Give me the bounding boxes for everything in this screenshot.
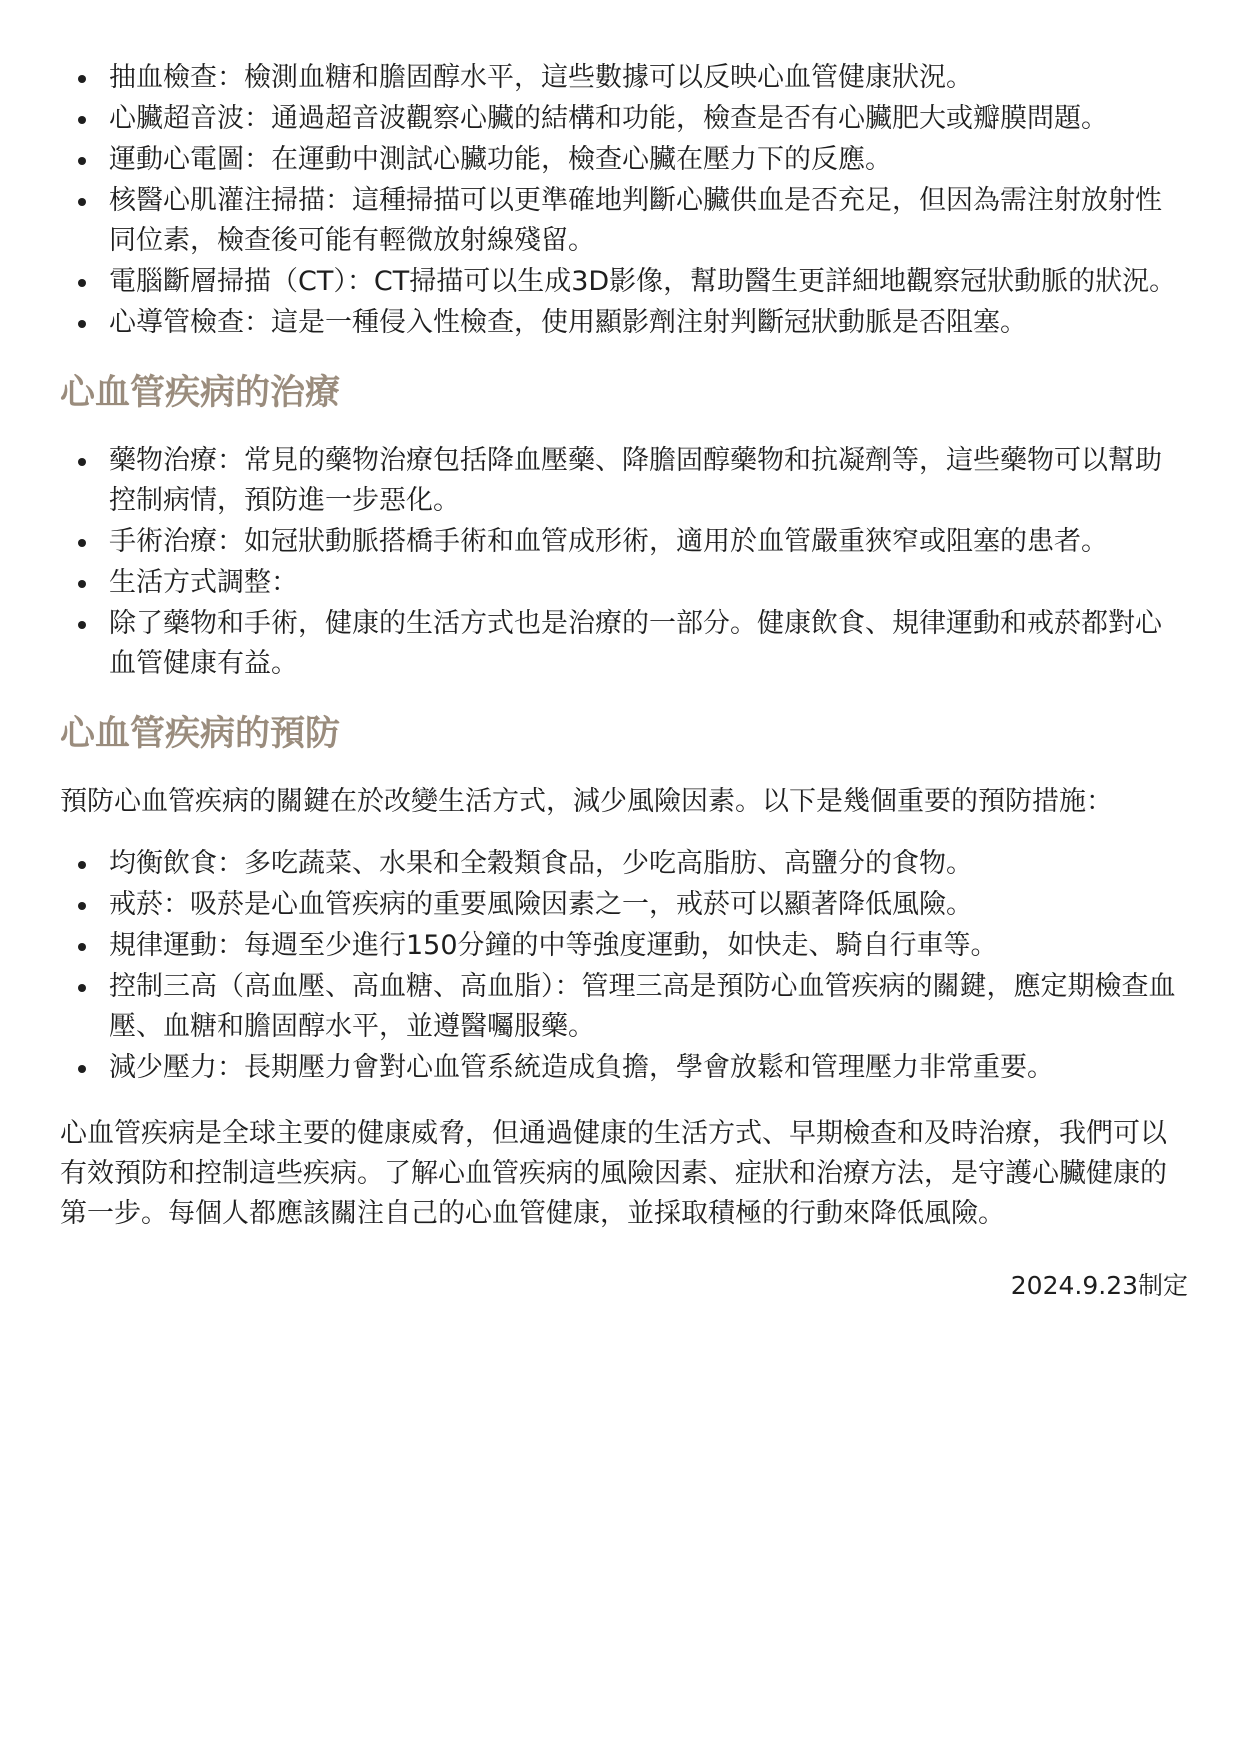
exam-item-ct-scan: 電腦斷層掃描（CT）：CT掃描可以生成3D影像，幫助醫生更詳細地觀察冠狀動脈的狀況。 — [109, 262, 1188, 302]
exam-item-blood-test: 抽血檢查：檢測血糖和膽固醇水平，這些數據可以反映心血管健康狀況。 — [109, 58, 1188, 98]
treatment-list — [60, 441, 1188, 684]
prevention-list — [60, 844, 1188, 1088]
prevention-item-quit-smoking: 戒菸：吸菸是心血管疾病的重要風險因素之一，戒菸可以顯著降低風險。 — [109, 885, 1188, 925]
prevention-item-exercise: 規律運動：每週至少進行150分鐘的中等強度運動，如快走、騎自行車等。 — [109, 926, 1188, 966]
exam-item-catheterization: 心導管檢查：這是一種侵入性檢查，使用顯影劑注射判斷冠狀動脈是否阻塞。 — [109, 303, 1188, 343]
treatment-item-medication: 藥物治療：常見的藥物治療包括降血壓藥、降膽固醇藥物和抗凝劑等，這些藥物可以幫助控制病情，預防進一步惡化。 — [109, 441, 1188, 521]
exam-item-nuclear-scan: 核醫心肌灌注掃描：這種掃描可以更準確地判斷心臟供血是否充足，但因為需注射放射性同位素，檢查後可能有輕微放射線殘留。 — [109, 181, 1188, 261]
exam-item-exercise-ecg: 運動心電圖：在運動中測試心臟功能，檢查心臟在壓力下的反應。 — [109, 140, 1188, 180]
exam-list — [60, 58, 1188, 343]
issue-date: 2024.9.23制定 — [1010, 1271, 1188, 1300]
prevention-item-three-highs: 控制三高（高血壓、高血糖、高血脂）：管理三高是預防心血管疾病的關鍵，應定期檢查血壓、血糖和膽固醇水平，並遵醫囑服藥。 — [109, 967, 1188, 1047]
prevention-item-stress: 減少壓力：長期壓力會對心血管系統造成負擔，學會放鬆和管理壓力非常重要。 — [109, 1048, 1188, 1088]
prevention-item-diet: 均衡飲食：多吃蔬菜、水果和全穀類食品，少吃高脂肪、高鹽分的食物。 — [109, 844, 1188, 884]
exam-item-echocardiogram: 心臟超音波：通過超音波觀察心臟的結構和功能，檢查是否有心臟肥大或瓣膜問題。 — [109, 99, 1188, 139]
prevention-intro: 預防心血管疾病的關鍵在於改變生活方式，減少風險因素。以下是幾個重要的預防措施： — [60, 786, 1113, 817]
treatment-item-lifestyle: 生活方式調整： — [109, 563, 1188, 603]
treatment-item-lifestyle-detail: 除了藥物和手術，健康的生活方式也是治療的一部分。健康飲食、規律運動和戒菸都對心血管健康有益。 — [109, 604, 1188, 684]
prevention-heading: 心血管疾病的預防 — [60, 714, 341, 754]
treatment-heading: 心血管疾病的治療 — [60, 373, 341, 413]
document-page — [60, 58, 1188, 1304]
treatment-item-surgery: 手術治療：如冠狀動脈搭橋手術和血管成形術，適用於血管嚴重狹窄或阻塞的患者。 — [109, 522, 1188, 562]
conclusion-paragraph: 心血管疾病是全球主要的健康威脅，但通過健康的生活方式、早期檢查和及時治療，我們可以有效預防和控制這些疾病。了解心血管疾病的風險因素、症狀和治療方法，是守護心臟健康的第一步。每個人都應該關注自己的心血管健康，並採取積極的行動來降低風險。 — [60, 1118, 1167, 1229]
